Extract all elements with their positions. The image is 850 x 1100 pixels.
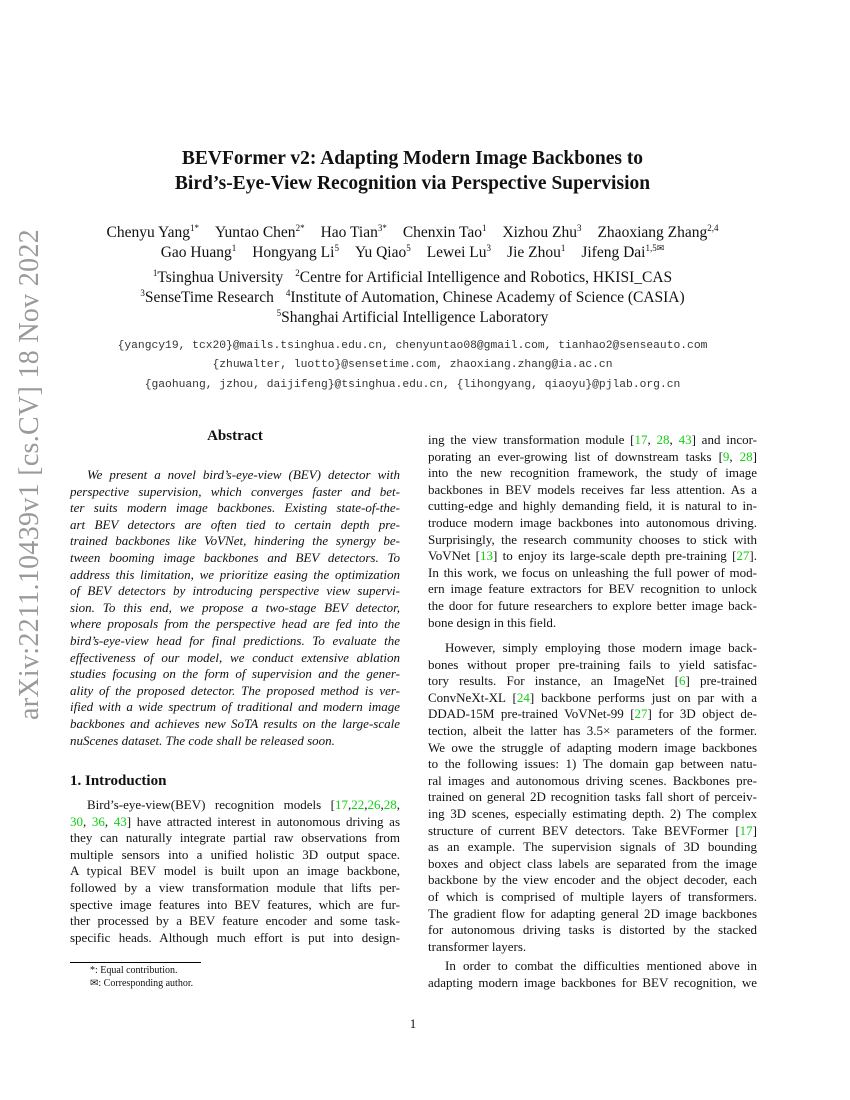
text-segment: of BEV detectors by introducing perspective view supervi-: [70, 583, 400, 599]
text-segment: ern image feature extractors for BEV recognition to unlock: [428, 581, 757, 597]
text-line: [428, 690, 757, 707]
text-segment: boxes and object class labels are separated from the image: [428, 855, 757, 871]
author-superscript: 3: [576, 223, 582, 233]
author-name: Jifeng Dai: [581, 243, 646, 261]
affiliation-name: Centre for Artificial Intelligence and Robotics, HKISI_CAS: [299, 269, 673, 286]
text-segment: followed by a view transformation module that lifts per-: [70, 879, 400, 895]
text-segment: the door for future researchers to explore better image back-: [428, 597, 757, 613]
text-line: [70, 550, 400, 567]
text-segment: DDAD-15M pre-trained VoVNet-99 [: [428, 706, 635, 722]
citation-link[interactable]: 43: [678, 432, 692, 447]
affiliation-superscript: 3: [140, 288, 145, 298]
text-line: [428, 565, 757, 582]
abstract-heading: Abstract: [207, 428, 263, 444]
text-line: [428, 657, 757, 674]
text-segment: ,: [669, 432, 679, 447]
author: [107, 224, 200, 241]
text-segment: bird’s-eye-view head for final predictions. To evaluate the: [70, 632, 400, 648]
text-segment: address this limitation, we prioritize easing the optimization: [70, 566, 400, 582]
citation-link[interactable]: 17: [335, 797, 348, 812]
affiliation-row: [40, 288, 785, 308]
text-line: [70, 699, 400, 716]
text-line: [428, 482, 757, 499]
author-row: [40, 243, 785, 263]
abstract-body: [70, 467, 400, 749]
affiliation-superscript: 1: [152, 268, 158, 278]
text-line: [70, 533, 400, 550]
author: [507, 244, 565, 261]
author: [581, 244, 664, 261]
text-line: [70, 484, 400, 501]
affiliation: [286, 289, 685, 306]
author-superscript: 2*: [295, 223, 305, 233]
text-segment: Bird’s-eye-view(BEV) recognition models [: [87, 797, 335, 812]
text-segment: sion. To this end, we propose a two-stage BEV detector,: [70, 599, 400, 615]
text-segment: ] to enjoy its large-scale depth pre-training [: [493, 548, 737, 564]
text-line: [70, 897, 400, 914]
text-segment: ]: [752, 448, 758, 464]
text-line: [428, 889, 757, 906]
text-segment: ral images and autonomous driving scenes. Backbones pre-: [428, 772, 757, 788]
text-segment: ing 3D scenes, especially estimating depth. 2) The complex: [428, 805, 757, 821]
text-line: [428, 498, 757, 515]
text-line: [428, 615, 757, 632]
author-superscript: 2,4: [707, 223, 719, 233]
text-segment: ,: [348, 797, 352, 812]
text-line: [70, 517, 400, 534]
text-segment: troduce modern image backbones into autonomous driving.: [428, 514, 757, 530]
introduction-paragraph-continued: [428, 432, 757, 631]
citation-link[interactable]: 28: [656, 432, 670, 447]
text-segment: spective image features into BEV features, which are fur-: [70, 896, 400, 912]
citation-link[interactable]: 9: [722, 448, 730, 464]
affiliation: [295, 269, 672, 286]
author: [215, 224, 305, 241]
author-name: Zhaoxiang Zhang: [597, 224, 708, 241]
text-line: [70, 500, 400, 517]
author-name: Hao Tian: [320, 224, 378, 241]
text-line: [428, 673, 757, 690]
text-segment: trained backbones like VoVNet, hindering the synergy be-: [70, 533, 400, 549]
text-segment: to the following issues: 1) The domain gap between natu-: [428, 756, 757, 772]
text-segment: ther processed by a BEV feature encoder and some task-: [70, 913, 400, 929]
text-line: [428, 723, 757, 740]
email-list: [40, 337, 785, 395]
text-segment: art BEV detectors are often tied to certain depth pre-: [70, 516, 400, 532]
citation-link[interactable]: 22: [351, 797, 365, 812]
introduction-paragraph: [70, 797, 400, 946]
author-superscript: 1: [481, 223, 487, 233]
author-name: Chenyu Yang: [106, 224, 191, 241]
author: [161, 244, 237, 261]
text-segment: We owe the struggle of adapting modern image backbones: [428, 739, 757, 755]
introduction-paragraph: [428, 958, 757, 991]
text-segment: tory results. For instance, an ImageNet [: [428, 673, 679, 689]
citation-link[interactable]: 26: [367, 797, 381, 812]
text-line: [428, 465, 757, 482]
text-segment: effectiveness of our model, we conduct extensive ablation: [70, 649, 400, 665]
author-name: Chenxin Tao: [402, 224, 482, 241]
text-line: [428, 906, 757, 923]
text-segment: ] have attracted interest in autonomous driving as: [126, 813, 401, 829]
affiliation-superscript: 2: [295, 268, 300, 278]
text-segment: trained on general 2D recognition tasks fall short of perceiv-: [428, 789, 757, 805]
author-superscript: 1: [231, 242, 237, 253]
text-line: [428, 548, 757, 565]
title-line: Bird’s-Eye-View Recognition via Perspective Supervision: [174, 173, 651, 194]
title-line: BEVFormer v2: Adapting Modern Image Backbones to: [181, 148, 644, 169]
text-line: [428, 449, 757, 466]
text-line: [428, 515, 757, 532]
text-segment: ,: [104, 813, 114, 829]
text-segment: into the new recognition framework, the study of image: [428, 465, 757, 481]
text-segment: ] and incor-: [691, 432, 758, 447]
citation-link[interactable]: 43: [113, 813, 127, 829]
text-segment: ,: [364, 797, 368, 812]
text-segment: backbones in BEV models receives far less attention. As a: [428, 481, 757, 497]
affiliation-superscript: 4: [285, 288, 291, 298]
text-line: [428, 839, 757, 856]
introduction-heading: 1. Introduction: [70, 773, 167, 789]
author-superscript: 3*: [377, 223, 387, 233]
text-segment: In order to combat the difficulties mentioned above in: [445, 958, 757, 973]
affiliation-name: Tsinghua University: [157, 269, 284, 286]
text-segment: for autonomous driving tasks is distorted by the stacked: [428, 922, 757, 938]
text-segment: ,: [647, 432, 657, 447]
text-line: [428, 806, 757, 823]
text-segment: ,: [380, 797, 384, 812]
text-segment: ] pre-trained: [685, 673, 757, 689]
text-line: [428, 756, 757, 773]
text-line: [70, 733, 400, 750]
author-superscript: 1*: [190, 223, 200, 233]
text-line: [70, 913, 400, 930]
text-segment: ConvNeXt-XL [: [428, 689, 517, 705]
text-line: [70, 467, 400, 484]
text-line: [428, 581, 757, 598]
text-line: [428, 598, 757, 615]
citation-link[interactable]: 28: [383, 797, 397, 812]
text-line: [70, 830, 400, 847]
author-name: Yuntao Chen: [215, 224, 296, 241]
author-name: Hongyang Li: [252, 243, 335, 261]
paper-title: [100, 146, 725, 196]
citation-link[interactable]: 28: [739, 448, 753, 464]
introduction-paragraph: [428, 640, 757, 955]
citation-link[interactable]: 6: [678, 673, 686, 689]
affiliation-list: [40, 268, 785, 328]
citation-link[interactable]: 30: [70, 813, 83, 829]
text-line: [428, 532, 757, 549]
text-line: [70, 583, 400, 600]
citation-link[interactable]: 24: [516, 689, 530, 705]
text-line: [70, 797, 400, 814]
text-segment: tection, albeit the latter has 3.5× parameters of the former.: [428, 722, 757, 738]
author: [252, 244, 339, 261]
affiliation-row: [40, 268, 785, 288]
text-line: [428, 432, 757, 449]
text-line: [70, 633, 400, 650]
text-line: [428, 922, 757, 939]
text-segment: A typical BEV model is built upon an image backbone,: [70, 863, 400, 879]
text-line: [428, 975, 757, 992]
text-segment: ,: [83, 813, 92, 829]
author: [427, 244, 491, 261]
text-line: [70, 863, 400, 880]
affiliation-superscript: 5: [276, 308, 282, 318]
text-line: [428, 856, 757, 873]
text-segment: as an example. The supervision signals of 3D bounding: [428, 839, 757, 855]
text-line: [428, 789, 757, 806]
citation-link[interactable]: 17: [634, 432, 648, 447]
arxiv-identifier-stamp: arXiv:2211.10439v1 [cs.CV] 18 Nov 2022: [14, 229, 45, 720]
author: [502, 224, 581, 241]
email-line: {gaohuang, jzhou, daijifeng}@tsinghua.edu.cn, {lihongyang, qiaoyu}@pjlab.org.cn: [144, 378, 681, 391]
text-segment: ality of the proposed detector. The proposed method is ver-: [70, 682, 400, 698]
text-line: [70, 567, 400, 584]
text-segment: ] backbone performs just on par with a: [529, 689, 757, 705]
text-segment: perspective supervision, which converges faster and bet-: [70, 483, 400, 499]
text-segment: porating an ever-growing list of downstream tasks [: [428, 448, 723, 464]
author-name: Yu Qiao: [354, 243, 407, 261]
author: [321, 224, 387, 241]
author-superscript: 3: [486, 242, 492, 253]
citation-link[interactable]: 13: [480, 548, 494, 564]
text-line: [428, 740, 757, 757]
author-name: Gao Huang: [160, 243, 232, 261]
footnote-equal-contribution: *: Equal contribution.: [90, 965, 178, 976]
text-segment: tween booming image backbones and BEV detectors. To: [70, 549, 400, 565]
footnote-divider: [70, 962, 201, 963]
author: [355, 244, 411, 261]
affiliation-name: Institute of Automation, Chinese Academy of Science (CASIA): [290, 289, 685, 306]
text-segment: ,: [729, 448, 740, 464]
affiliation: [277, 309, 549, 326]
text-segment: adapting modern image backbones for BEV recognition, we: [428, 974, 757, 990]
text-segment: specific heads. Although much effort is put into design-: [70, 929, 400, 945]
affiliation-row: [40, 308, 785, 328]
text-segment: ] for 3D object de-: [647, 706, 757, 722]
text-segment: where proposals from the perspective head are fed into the: [70, 616, 400, 632]
text-line: [428, 958, 757, 975]
text-line: [70, 880, 400, 897]
text-line: [428, 773, 757, 790]
text-line: [70, 650, 400, 667]
text-segment: bone design in this field.: [428, 614, 557, 630]
text-segment: bones without proper pre-training fails to yield satisfac-: [428, 656, 757, 672]
author-name: Lewei Lu: [426, 243, 487, 261]
text-line: [70, 666, 400, 683]
citation-link[interactable]: 17: [739, 822, 753, 838]
text-segment: of which is comprised of multiple layers of transformers.: [428, 888, 757, 904]
email-line: {yangcy19, tcx20}@mails.tsinghua.edu.cn, chenyuntao08@gmail.com, tianhao2@senseauto.com: [117, 340, 708, 352]
author: [403, 224, 487, 241]
author: [597, 224, 718, 241]
text-line: [428, 939, 757, 956]
citation-link[interactable]: 27: [634, 706, 648, 722]
text-segment: VoVNet [: [428, 548, 481, 564]
text-segment: backbones and achieves new SoTA results on the large-scale: [70, 715, 400, 731]
text-line: [70, 716, 400, 733]
text-segment: structure of current BEV detectors. Take BEVFormer [: [428, 822, 740, 838]
text-segment: ].: [749, 548, 757, 564]
text-segment: they can naturally integrate partial raw observations from: [70, 830, 400, 846]
citation-link[interactable]: 36: [91, 813, 105, 829]
affiliation-name: Shanghai Artificial Intelligence Laboratory: [281, 309, 549, 326]
text-segment: ,: [396, 797, 400, 812]
author-name: Xizhou Zhu: [502, 224, 577, 241]
text-segment: multiple sensors into a unified holistic 3D output space.: [70, 846, 400, 862]
citation-link[interactable]: 27: [736, 548, 750, 564]
author-list: [40, 223, 785, 262]
text-segment: The gradient flow for adapting general 2D image backbones: [428, 905, 757, 921]
author-name: Jie Zhou: [507, 243, 561, 261]
text-line: [70, 600, 400, 617]
affiliation-name: SenseTime Research: [144, 289, 274, 306]
text-segment: ified with a wide spectrum of traditional and modern image: [70, 699, 400, 715]
text-line: [428, 872, 757, 889]
text-segment: ]: [752, 822, 757, 838]
affiliation: [140, 289, 274, 306]
text-segment: backbone by the view encoder and the object decoder, each: [428, 872, 757, 888]
author-superscript: 5: [406, 242, 411, 253]
text-line: [70, 930, 400, 947]
text-line: [70, 616, 400, 633]
text-line: [70, 814, 400, 831]
text-segment: Surprisingly, the research community chooses to stick with: [428, 531, 757, 547]
affiliation: [153, 269, 283, 286]
text-line: [428, 706, 757, 723]
text-segment: ing the view transformation module [: [428, 432, 635, 447]
text-segment: We present a novel bird’s-eye-view (BEV) detector with: [87, 467, 400, 482]
page-number: 1: [409, 1016, 417, 1031]
email-line: {zhuwalter, luotto}@sensetime.com, zhaoxiang.zhang@ia.ac.cn: [212, 359, 613, 372]
author-superscript: 1,5✉: [645, 242, 665, 253]
footnote-corresponding-author: ✉: Corresponding author.: [90, 978, 194, 989]
text-line: [428, 640, 757, 657]
text-segment: transformer layers.: [428, 938, 527, 954]
text-segment: nuScenes dataset. The code shall be released soon.: [70, 732, 335, 748]
text-segment: studies focusing on the form of supervision and the gener-: [70, 666, 400, 682]
text-line: [70, 683, 400, 700]
text-line: [70, 847, 400, 864]
text-segment: ter suits modern image backbones. Existing state-of-the-: [70, 500, 400, 516]
author-superscript: 5: [334, 242, 339, 253]
author-row: [40, 223, 785, 243]
text-segment: In this work, we focus on unleashing the full power of mod-: [428, 564, 757, 580]
text-line: [428, 823, 757, 840]
text-segment: However, simply employing those modern image back-: [445, 640, 757, 655]
author-superscript: 1: [560, 242, 566, 253]
text-segment: cutting-edge and highly demanding field, it is natural to in-: [428, 498, 757, 514]
